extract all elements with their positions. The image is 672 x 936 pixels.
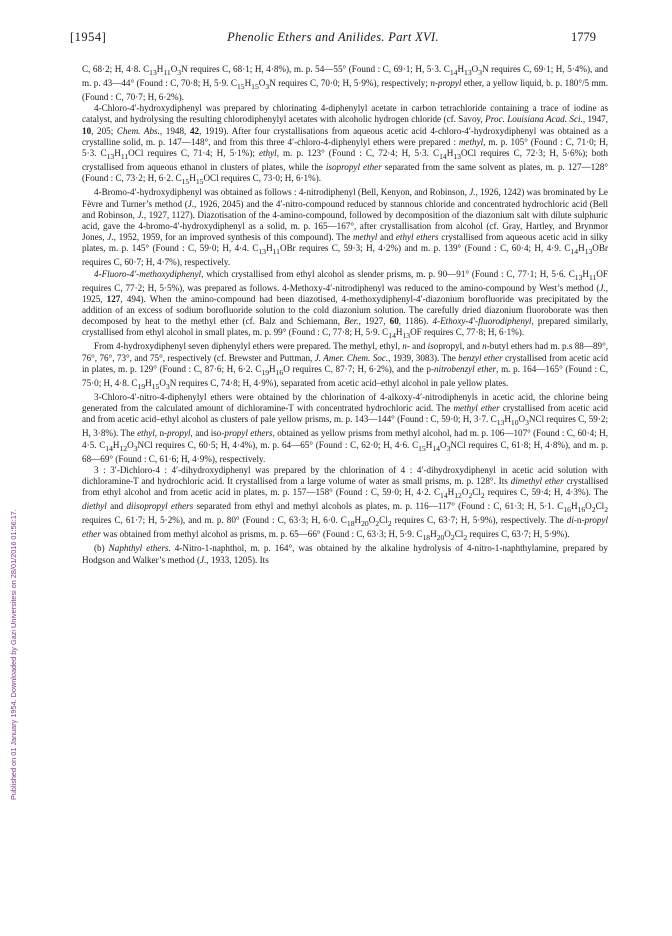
article-body [82,64,608,566]
page-number: 1779 [571,30,596,44]
download-watermark [8,190,20,800]
body-paragraph: 4-Bromo-4′-hydroxydiphenyl was obtained as follows : 4-nitrodiphenyl (Bell, Kenyon, and Robinson, J., 1926, 1242) was brominated by Le Fèvre and Turner’s method (J., 1926, 2045) and the 4′-nitro-compound reduced by stannous chloride and concentrated hydrochloric acid (Bell and Robinson, J., 1927, 1127). Diazotisation of the 4-amino-compound, followed by decomposition of the diazonium salt with dilute sulphuric acid, gave the 4-bromo-4′-hydroxydiphenyl as a solid, m. p. 165—167°, after crystallisation from alcohol (cf. Gray, Hartley, and Brynmor Jones, J., 1952, 1959, for an improved synthesis of this compound). The methyl and ethyl ethers crystallised from aqueous acetic acid in silky plates, m. p. 145° (Found : C, 59·0; H, 4·4. $C_{13}H_{11}OBr$ requires C, 59·3; H, 4·2%) and m. p. 139° (Found : C, 60·4; H, 4·9. $C_{14}H_{13}OBr$ requires C, 60·7; H, 4·7%), respectively. [82,187,609,268]
body-paragraph: 3-Chloro-4′-nitro-4-diphenylyl ethers were obtained by the chlorination of 4-alkoxy-4′-nitrodiphenyls in acetic acid, the chlorine being generated from the calculated amount of dichloramine-T with concentrated hydrochloric acid. The methyl ether crystallised from acetic acid and from acetic acid–ethyl alcohol as clusters of pale yellow prisms, m. p. 143—144° (Found : C, 59·0; H, 3·7. $C_{13}H_{10}O_3NCl$ requires C, 59·2; H, 3·8%). The ethyl, n-propyl, and iso-propyl ethers, obtained as yellow prisms from methyl alcohol, had m. p. 106—107° (Found : C, 60·4; H, 4·5. $C_{14}H_{12}O_3NCl$ requires C, 60·5; H, 4·4%), m. p. 64—65° (Found : C, 62·0; H, 4·6. $C_{15}H_{14}O_3NCl$ requires C, 61·8; H, 4·8%), and m. p. 68—69° (Found : C, 61·6; H, 4·9%), respectively. [82,391,608,464]
body-paragraph: (b) Naphthyl ethers. 4-Nitro-1-naphthol, m. p. 164°, was obtained by the alkaline hydrolysis of 4-nitro-1-naphthylamine, prepared by Hodgson and Walker’s method (J., 1933, 1205). Its [82,543,608,565]
body-paragraph: 4-Chloro-4′-hydroxydiphenyl was prepared by chlorinating 4-diphenylyl acetate in carbon tetrachloride containing a trace of iodine as catalyst, and hydrolysing the resulting chlorodiphenylyl acetates with alcoholic hydrogen chloride (cf. Savoy, Proc. Louisiana Acad. Sci., 1947, 10, 205; Chem. Abs., 1948, 42, 1919). After four crystallisations from aqueous acetic acid 4-chloro-4′-hydroxydiphenyl was obtained as a crystalline solid, m. p. 147—148°, and from this three 4′-chloro-4-diphenylyl ethers were prepared : methyl, m. p. 105° (Found : C, 71·0; H, 5·3. $C_{13}H_{11}OCl$ requires C, 71·4; H, 5·1%); ethyl, m. p. 123° (Found : C, 72·4; H, 5·3. $C_{14}H_{13}OCl$ requires C, 72·3; H, 5·6%); both crystallised from aqueous ethanol in clusters of plates, while the isopropyl ether separated from the same solvent as plates, m. p. 127—128° (Found : C, 73·2; H, 6·2. $C_{15}H_{15}OCl$ requires C, 73·0; H, 6·1%). [82,103,609,187]
download-watermark-text: Published on 01 January 1954. Downloaded by Gazi Universitesi on 28/01/2016 01:56:17. [9,509,18,800]
page-header [70,30,596,50]
body-paragraph: C, 68·2; H, 4·8. $C_{13}H_{11}O_3N$ requires C, 68·1; H, 4·8%), m. p. 54—55° (Found : C, 69·1; H, 5·3. $C_{14}H_{13}O_3N$ requires C, 69·1; H, 5·4%), and m. p. 43—44° (Found : C, 70·8; H, 5·9. $C_{15}H_{15}O_3N$ requires C, 70·0; H, 5·9%), respectively; n-propyl ether, a yellow liquid, b. p. 180°/5 mm. (Found : C, 70·7; H, 6·2%). [82,64,608,103]
body-paragraph: From 4-hydroxydiphenyl seven diphenylyl ethers were prepared. The methyl, ethyl, n- and isopropyl, and n-butyl ethers had m. p.s 88—89°, 76°, 76°, 73°, and 75°, respectively (cf. Brewster and Puttman, J. Amer. Chem. Soc., 1939, 3083). The benzyl ether crystallised from acetic acid in plates, m. p. 129° (Found : C, 87·6; H, 6·2. $C_{19}H_{16}O$ requires C, 87·7; H, 6·2%), and the p-nitrobenzyl ether, m. p. 164—165° (Found : C, 75·0; H, 4·8. $C_{19}H_{15}O_3N$ requires C, 74·8; H, 4·9%), separated from acetic acid–ethyl alcohol in pale yellow plates. [82,341,609,391]
running-title: Phenolic Ethers and Anilides. Part XVI. [227,30,439,44]
journal-year: [1954] [70,30,107,44]
body-paragraph: 4-Fluoro-4′-methoxydiphenyl, which crystallised from ethyl alcohol as slender prisms, m. p. 90—91° (Found : C, 77·1; H, 5·6. $C_{13}H_{11}OF$ requires C, 77·2; H, 5·5%), was prepared as follows. 4-Methoxy-4′-nitrodiphenyl was reduced to the amino-compound by West’s method (J., 1925, 127, 494). When the amino-compound had been diazotised, 4-methoxydiphenyl-4′-diazonium borofluoride was precipitated by the addition of an excess of sodium borofluoride solution to the cold diazonium solution. The carefully dried diazonium fluoroborate was then decomposed by heat to the methyl ether (cf. Balz and Schiemann, Ber., 1927, 60, 1186). 4-Ethoxy-4′-fluorodiphenyl, prepared similarly, crystallised from ethyl alcohol in small plates, m. p. 99° (Found : C, 77·8; H, 5·9. $C_{14}H_{13}OF$ requires C, 77·8; H, 6·1%). [82,268,609,341]
body-paragraph: 3 : 3′-Dichloro-4 : 4′-dihydroxydiphenyl was prepared by the chlorination of 4 : 4′-dihydroxydiphenyl in acetic acid solution with dichloramine-T and hydrochloric acid. It crystallised from a large volume of water as small prisms, m. p. 128°. Its dimethyl ether crystallised from ethyl alcohol and from acetic acid in plates, m. p. 157—158° (Found : C, 59·0; H, 4·2. $C_{14}H_{12}O_2Cl_2$ requires C, 59·4; H, 4·3%). The diethyl and diisopropyl ethers separated from ethyl and methyl alcohols as plates, m. p. 116—117° (Found : C, 61·3; H, 5·1. $C_{16}H_{16}O_2Cl_2$ requires C, 61·7; H, 5·2%), and m. p. 80° (Found : C, 63·3; H, 6·0. $C_{18}H_{20}O_2Cl_2$ requires C, 63·7; H, 5·9%), respectively. The di-n-propyl ether was obtained from methyl alcohol as prisms, m. p. 65—66° (Found : C, 63·3; H, 5·9. $C_{18}H_{20}O_2Cl_2$ requires C, 63·7; H, 5·9%). [82,464,609,543]
